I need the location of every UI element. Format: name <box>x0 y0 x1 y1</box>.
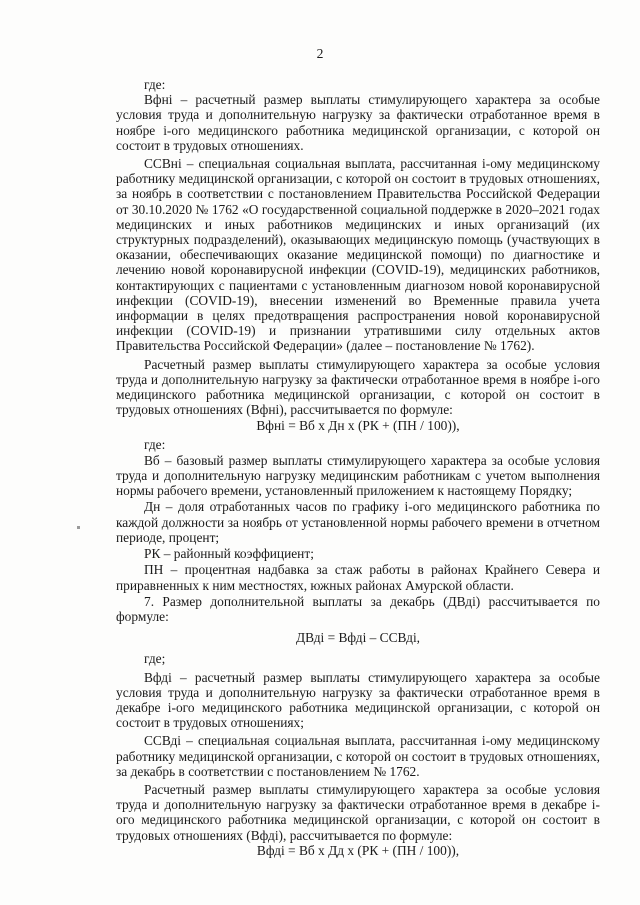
page-number: 2 <box>316 46 324 61</box>
definition-vb: Вб – базовый размер выплаты стимулирующего характера за особые условия труда и дополнительную нагрузку медицинским работникам с учетом выполнения нормы рабочего времени, установленный приложением к настоящему Порядку; <box>116 452 600 499</box>
paragraph-where-3: где; <box>144 651 166 667</box>
definition-rk: РК – районный коэффициент; <box>144 546 314 562</box>
paragraph-calc-november: Расчетный размер выплаты стимулирующего характера за особые условия труда и дополнительную нагрузку за фактически отработанное время в ноябре i-ого медицинского работника медицинской организации, с которой он состоит в трудовых отношениях (Вфні), рассчитывается по формуле: <box>116 356 600 418</box>
definition-dn: Дн – доля отработанных часов по графику i-ого медицинского работника по каждой должности за ноябрь от установленной нормы рабочего времени в отчетном периоде, процент; <box>116 499 600 545</box>
formula-november: Вфні = Вб х Дн х (РК + (ПН / 100)), <box>256 418 460 434</box>
formula-december-dv: ДВдi = Вфдi – ССВдi, <box>295 630 421 646</box>
document-body <box>116 77 600 858</box>
formula-december: Вфдi = Вб х Дд х (РК + (ПН / 100)), <box>256 842 460 858</box>
definition-pn: ПН – процентная надбавка за стаж работы в районах Крайнего Севера и приравненных к ним местностях, южных районах Амурской области. <box>116 562 600 593</box>
paragraph-where-2: где: <box>144 436 166 452</box>
paragraph-where-1: где: <box>144 77 166 92</box>
item-7-december: 7. Размер дополнительной выплаты за декабрь (ДВдi) рассчитывается по формуле: <box>116 593 600 624</box>
paragraph-calc-december: Расчетный размер выплаты стимулирующего характера за особые условия труда и дополнительную нагрузку за фактически отработанное время в декабре i-ого медицинского работника медицинской организации, с которой он состоит в трудовых отношениях (Вфдi), рассчитывается по формуле: <box>116 781 600 843</box>
scan-mark <box>77 526 80 529</box>
definition-ssvni: ССВні – специальная социальная выплата, рассчитанная i-ому медицинскому работнику медицинской организации, с которой он состоит в трудовых отношениях, за ноябрь в соответствии с постановлением Правительства Российской Федерации от 30.10.2020 № 1762 «О государственной социальной поддержке в 2020–2021 годах медицинских и иных работников медицинских и иных организаций (их структурных подразделений), оказывающих медицинскую помощь (участвующих в оказании, обеспечивающих оказание медицинской помощи) по диагностике и лечению новой коронавирусной инфекции (COVID-19), медицинских работников, контактирующих с пациентами с установленным диагнозом новой коронавирусной инфекции (COVID-19), внесении изменений во Временные правила учета информации в целях предотвращения распространения новой коронавирусной инфекции (COVID-19) и признании утратившими силу отдельных актов Правительства Российской Федерации» (далее – постановление № 1762). <box>116 156 600 354</box>
definition-ssvdi: ССВдi – специальная социальная выплата, рассчитанная i-ому медицинскому работнику медицинской организации, с которой он состоит в трудовых отношениях, за декабрь в соответствии с постановлением № 1762. <box>116 733 600 779</box>
definition-vfni: Вфні – расчетный размер выплаты стимулирующего характера за особые условия труда и дополнительную нагрузку за фактически отработанное время в ноябре i-ого медицинского работника медицинской организации, с которой он состоит в трудовых отношениях. <box>116 92 600 153</box>
definition-vfdi: Вфдi – расчетный размер выплаты стимулирующего характера за особые условия труда и дополнительную нагрузку за фактически отработанное время в декабре i-ого медицинского работника медицинской организации, с которой он состоит в трудовых отношениях; <box>116 669 600 731</box>
